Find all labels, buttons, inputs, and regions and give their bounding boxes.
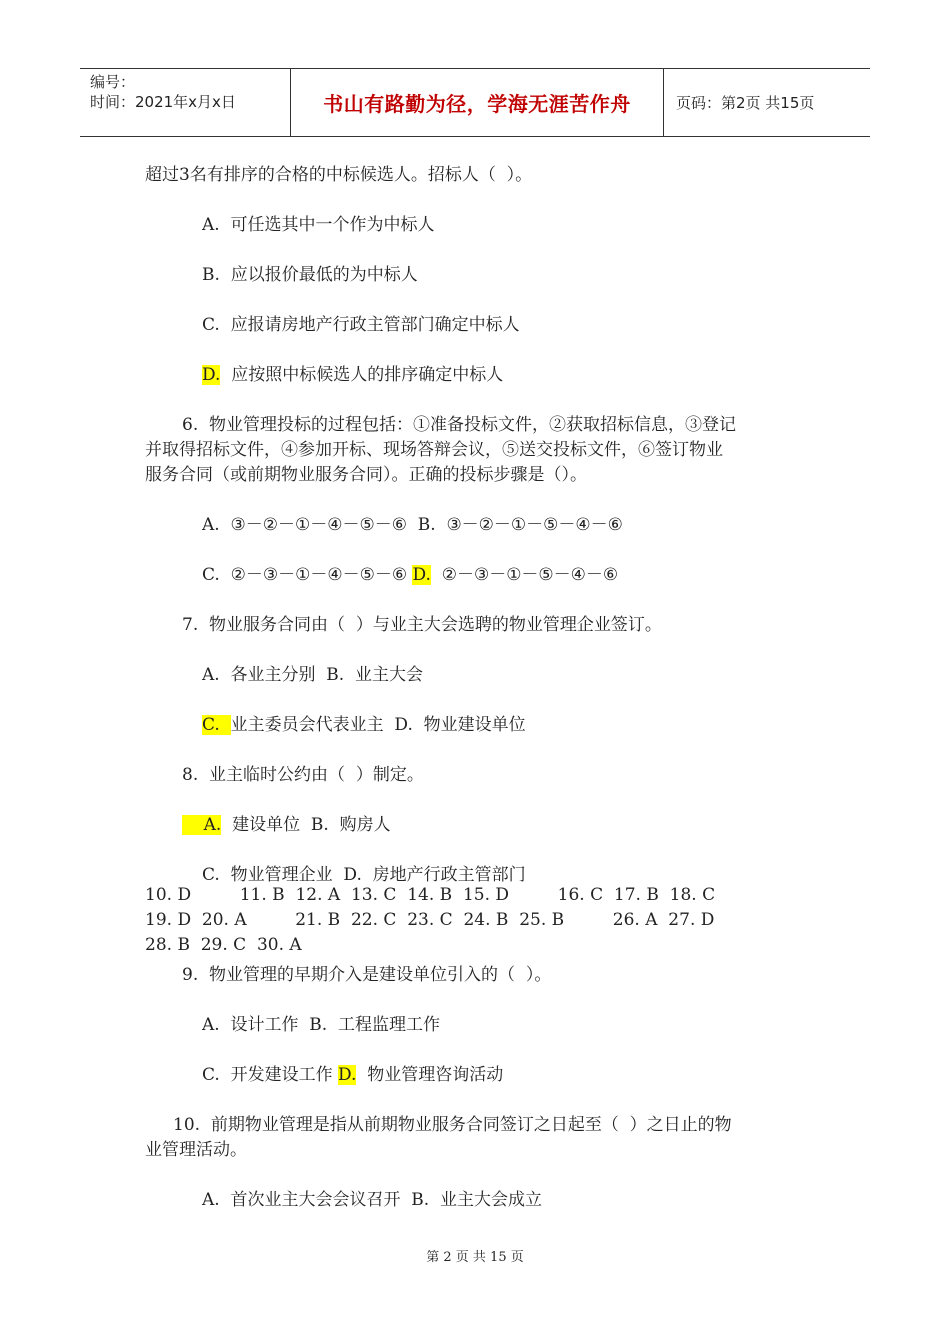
header-motto: 书山有路勤为径，学海无涯苦作舟 [291, 69, 664, 136]
number-label: 编号： [90, 73, 136, 91]
page-header [80, 68, 870, 137]
option-c: C. 应报请房地产行政主管部门确定中标人 [202, 315, 520, 335]
option-ab-text: 建设单位 B. 购房人 [221, 815, 391, 835]
option-d-text: 物业管理咨询活动 [356, 1065, 504, 1085]
option-a: A. 可任选其中一个作为中标人 [202, 215, 435, 235]
option-ab: A. 设计工作 B. 工程监理工作 [202, 1015, 440, 1035]
question-6-line-1: 6. 物业管理投标的过程包括：①准备投标文件，②获取招标信息，③登记 [182, 415, 737, 435]
question-10-line-2: 业管理活动。 [145, 1140, 247, 1160]
option-c-text: C. 开发建设工作 [202, 1065, 339, 1085]
option-cd: C. 物业管理企业 D. 房地产行政主管部门 [202, 865, 526, 885]
option-ab: A. ③－②－①－④－⑤－⑥ B. ③－②－①－⑤－④－⑥ [202, 515, 623, 535]
question-text: 超过3名有排序的合格的中标候选人。招标人（ ）。 [145, 165, 533, 185]
answer-key-line-1: 10. D 11. B 12. A 13. C 14. B 15. D 16. C 17. B 18. C [145, 885, 716, 905]
option-c-text: C. ②－③－①－④－⑤－⑥ [202, 565, 413, 585]
option-ab: A. 首次业主大会会议召开 B. 业主大会成立 [202, 1190, 542, 1210]
option-cd-text: 业主委员会代表业主 D. 物业建设单位 [230, 715, 526, 735]
question-8: 8. 业主临时公约由（ ）制定。 [182, 765, 424, 785]
answer-highlight: A. [182, 815, 222, 835]
answer-highlight: D. [338, 1065, 357, 1085]
option-d-text: 应按照中标候选人的排序确定中标人 [220, 365, 504, 385]
question-7: 7. 物业服务合同由（ ）与业主大会选聘的物业管理企业签订。 [182, 615, 662, 635]
question-9: 9. 物业管理的早期介入是建设单位引入的（ ）。 [182, 965, 552, 985]
time-label: 时间：2021年x月x日 [90, 93, 236, 111]
answer-highlight: C. [202, 715, 231, 735]
answer-highlight: D. [412, 565, 431, 585]
question-6-line-2: 并取得招标文件，④参加开标、现场答辩会议，⑤送交投标文件，⑥签订物业 [145, 440, 723, 460]
answer-key-line-2: 19. D 20. A 21. B 22. C 23. C 24. B 25. B 26. A 27. D [145, 910, 715, 930]
option-ab [182, 810, 391, 835]
question-10-line-1: 10. 前期物业管理是指从前期物业服务合同签订之日起至（ ）之日止的物 [173, 1115, 732, 1135]
header-page-info: 页码：第2页 共15页 [676, 94, 815, 112]
option-d [202, 360, 503, 385]
option-cd [202, 1060, 503, 1085]
page-footer: 第 2 页 共 15 页 [426, 1250, 524, 1265]
header-meta [80, 69, 291, 136]
answer-highlight: D. [202, 365, 221, 385]
option-cd [202, 710, 526, 735]
option-ab: A. 各业主分别 B. 业主大会 [202, 665, 423, 685]
option-d-text: ②－③－①－⑤－④－⑥ [430, 565, 619, 585]
option-cd [202, 560, 618, 585]
question-6-line-3: 服务合同（或前期物业服务合同）。正确的投标步骤是（）。 [145, 465, 587, 485]
answer-key-line-3: 28. B 29. C 30. A [145, 935, 302, 955]
option-b: B. 应以报价最低的为中标人 [202, 265, 418, 285]
